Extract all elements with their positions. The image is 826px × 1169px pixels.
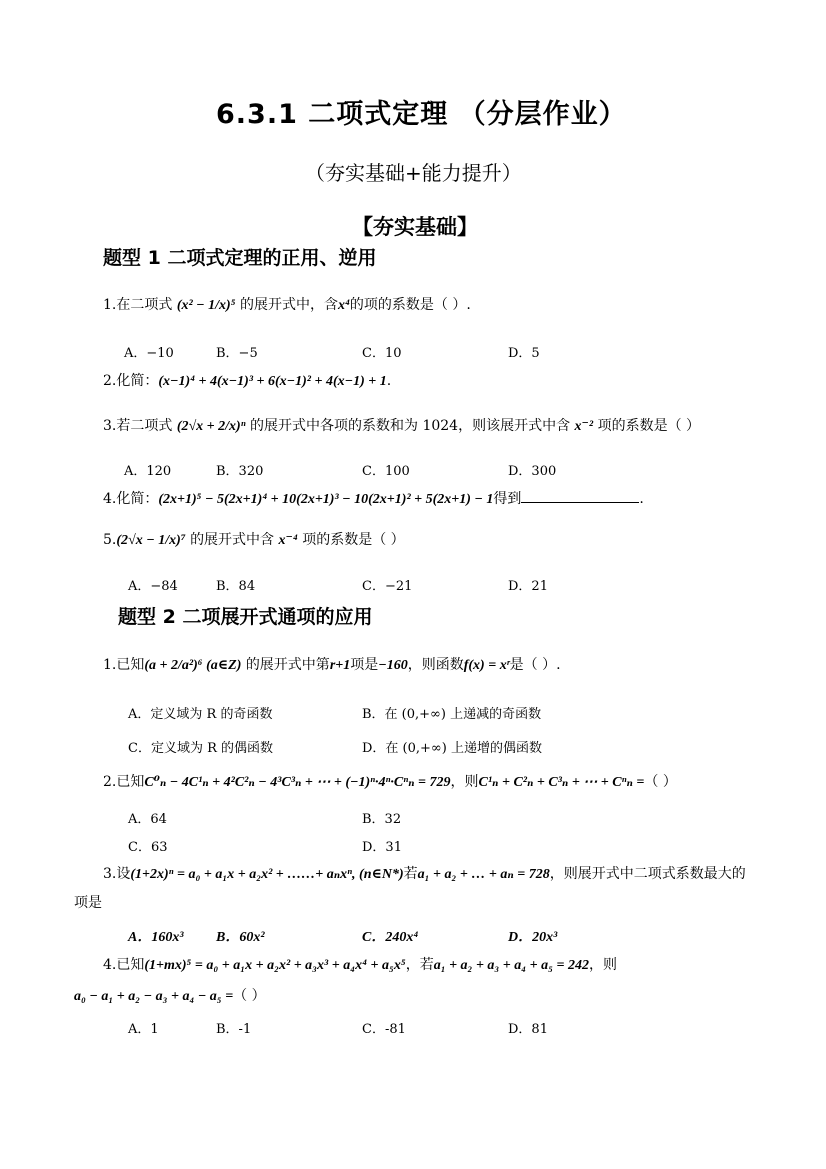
question-text: ，则函数 [407, 657, 464, 673]
option-a: A．120 [124, 464, 172, 479]
question-number: 4. [103, 957, 117, 973]
question-text: . [386, 373, 392, 389]
question-number: 3. [103, 418, 117, 434]
question-text: 的展开式中各项的系数和为 1024，则该展开式中含 [250, 418, 571, 434]
math-expression: C¹ₙ + C²ₙ + C³ₙ + ⋯ + Cⁿₙ = [478, 775, 645, 790]
option-b: B．32 [362, 812, 402, 827]
option-a: A．160x³ [128, 930, 184, 945]
math-term: r+1 [329, 658, 351, 673]
question-3 [103, 417, 700, 436]
type2-question-1 [103, 656, 561, 675]
question-number: 2. [103, 373, 117, 389]
math-expression: a₀ − a₁ + a₂ − a₃ + a₄ − a₅ = [74, 989, 234, 1004]
option-a: A．64 [128, 812, 167, 827]
option-c: C．10 [362, 346, 402, 361]
answer-blank[interactable] [521, 488, 639, 503]
option-d: D．300 [508, 464, 557, 479]
option-b: B．320 [216, 464, 264, 479]
math-expression: (1+2x)ⁿ = a₀ + a₁x + a₂x² + ……+ aₙxⁿ, (n∈N*) [130, 867, 404, 882]
math-term: x⁻⁴ [278, 533, 298, 548]
option-d: D．在 (0,+∞) 上递增的偶函数 [362, 741, 542, 756]
question-4 [103, 488, 644, 509]
question-text: ，若 [405, 957, 434, 973]
math-expression: (1+mx)⁵ = a₀ + a₁x + a₂x² + a₃x³ + a₄x⁴ + a₅x⁵ [144, 958, 406, 973]
question-text: 的项的系数是（ ）. [349, 297, 471, 313]
type2-question-2 [103, 773, 677, 792]
option-a: A．−10 [124, 346, 174, 361]
option-b: B．在 (0,+∞) 上递减的奇函数 [362, 707, 542, 722]
option-d: D．21 [508, 579, 548, 594]
question-text: 设 [116, 866, 131, 882]
question-number: 3. [103, 866, 117, 882]
question-number: 4. [103, 491, 117, 507]
math-expression: (x² − 1/x)⁵ [176, 298, 236, 313]
option-b: B．-1 [216, 1022, 252, 1037]
page-subtitle: （夯实基础+能力提升） [305, 161, 522, 185]
option-c: C．63 [128, 840, 168, 855]
question-number: 1. [103, 297, 117, 313]
question-text: 已知 [116, 957, 145, 973]
option-a: A．定义域为 R 的奇函数 [128, 707, 273, 722]
question-text: ，则 [589, 957, 617, 973]
option-b: B．−5 [216, 346, 258, 361]
question-1 [103, 296, 471, 315]
option-c: C．100 [362, 464, 410, 479]
type2-heading: 题型 2 二项展开式通项的应用 [118, 606, 373, 628]
question-number: 2. [103, 774, 117, 790]
type2-question-3-line2: 项是 [74, 895, 102, 911]
type2-question-4-line2 [74, 987, 266, 1006]
question-2 [103, 372, 391, 391]
option-d: D．5 [508, 346, 540, 361]
option-b: B．84 [216, 579, 256, 594]
question-number: 1. [103, 657, 117, 673]
question-text: 项的系数是（ ） [302, 532, 405, 548]
question-text: 项是 [350, 657, 379, 673]
math-value: −160 [378, 658, 408, 673]
math-expression: (2√x + 2/x)ⁿ [176, 419, 246, 434]
math-expression: (x−1)⁴ + 4(x−1)³ + 6(x−1)² + 4(x−1) + 1 [158, 374, 387, 389]
question-text: （ ） [233, 988, 266, 1004]
type1-heading: 题型 1 二项式定理的正用、逆用 [103, 247, 377, 269]
math-expression: a₁ + a₂ + a₃ + a₄ + a₅ = 242 [433, 958, 589, 973]
question-text: 化简： [116, 491, 159, 507]
question-text: 化简： [116, 373, 159, 389]
math-term: x⁻² [574, 419, 594, 434]
question-text: 项的系数是（ ） [597, 418, 701, 434]
option-c: C．240x⁴ [362, 930, 419, 945]
question-text: 的展开式中，含 [240, 297, 339, 313]
option-c: C．−21 [362, 579, 413, 594]
option-b: B．60x² [216, 930, 265, 945]
option-d: D．31 [362, 840, 402, 855]
option-c: C．-81 [362, 1022, 406, 1037]
math-expression: (2x+1)⁵ − 5(2x+1)⁴ + 10(2x+1)³ − 10(2x+1)² + 5(2x+1) − 1 [158, 492, 494, 507]
option-c: C．定义域为 R 的偶函数 [128, 741, 273, 756]
question-text: 是（ ）. [509, 657, 561, 673]
question-text: 已知 [116, 774, 145, 790]
question-text: . [639, 491, 644, 507]
option-a: A．−84 [128, 579, 178, 594]
option-d: D．20x³ [508, 930, 558, 945]
question-text: 的展开式中第 [245, 657, 330, 673]
question-text: ，则 [450, 774, 479, 790]
question-text: 在二项式 [116, 297, 173, 313]
option-d: D．81 [508, 1022, 548, 1037]
question-text: 若 [403, 866, 418, 882]
question-text: 的展开式中含 [190, 532, 275, 548]
question-number: 5. [103, 532, 117, 548]
math-term: x⁴ [338, 298, 350, 313]
math-expression: a₁ + a₂ + … + aₙ = 728 [417, 867, 550, 882]
question-text: ，则展开式中二项式系数最大的 [549, 866, 746, 882]
question-text: 已知 [116, 657, 145, 673]
question-5 [103, 531, 405, 550]
option-a: A．1 [128, 1022, 159, 1037]
section-heading: 【夯实基础】 [352, 214, 478, 239]
question-text: 若二项式 [116, 418, 173, 434]
question-text: 得到 [493, 491, 522, 507]
question-text: （ ） [644, 774, 677, 790]
math-expression: (a + 2/a²)⁶ (a∈Z) [144, 658, 242, 673]
math-function: f(x) = xʳ [463, 658, 510, 673]
math-expression: (2√x − 1/x)⁷ [116, 533, 186, 548]
type2-question-3 [103, 865, 746, 884]
type2-question-4 [103, 956, 617, 975]
math-expression: C⁰ₙ − 4C¹ₙ + 4²C²ₙ − 4³C³ₙ + ⋯ + (−1)ⁿ·4ⁿ·Cⁿₙ = 729 [144, 775, 451, 790]
page-title: 6.3.1 二项式定理 （分层作业） [216, 99, 627, 130]
